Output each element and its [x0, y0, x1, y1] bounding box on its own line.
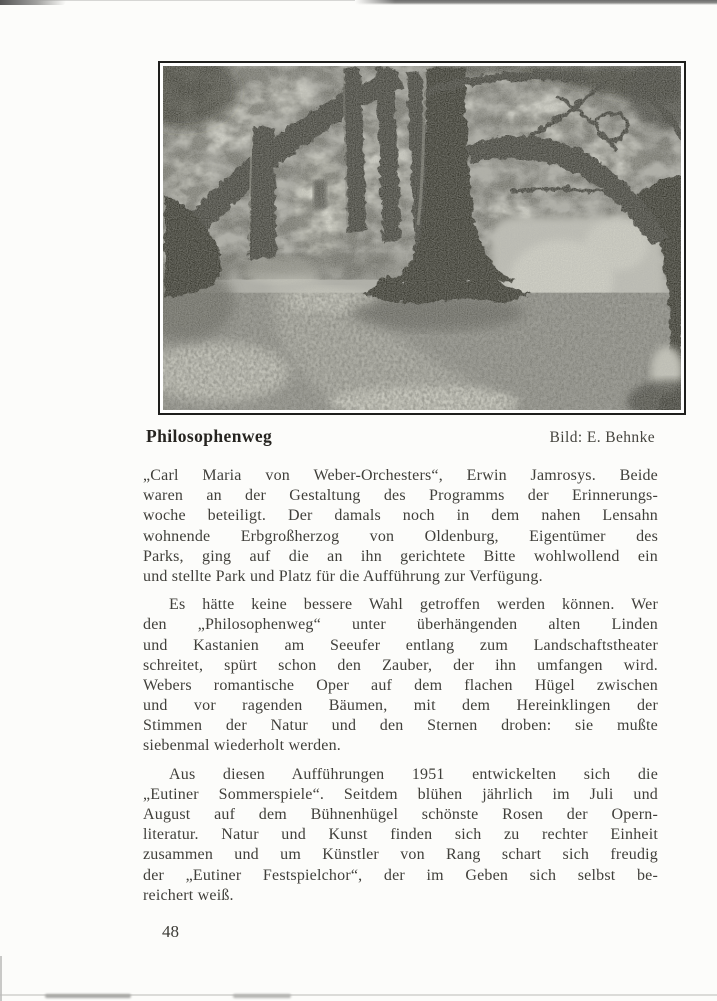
text-line: und vor ragenden Bäumen, mit dem Hereinklingen der [143, 697, 658, 715]
text-line: literatur. Natur und Kunst finden sich zu rechter Einheit [143, 826, 658, 844]
text-line: der „Eutiner Festspielchor“, der im Geben sich selbst be- [143, 866, 658, 884]
text-line: Es hätte keine bessere Wahl getroffen werden können. Wer [169, 596, 658, 614]
paragraph [143, 466, 658, 587]
scan-edge-top-right [355, 0, 717, 5]
text-line: siebenmal wiederholt werden. [143, 737, 341, 755]
paragraph [143, 595, 658, 757]
text-line: zusammen und um Künstler von Rang schart sich freudig [143, 846, 658, 864]
text-line: Webers romantische Oper auf dem flachen Hügel zwischen [143, 676, 658, 694]
scan-edge-left [0, 956, 2, 1001]
text-line: „Eutiner Sommerspiele“. Seitdem blühen jährlich im Juli und [143, 785, 658, 803]
photo-caption-title: Philosophenweg [146, 426, 273, 446]
text-line: woche beteiligt. Der damals noch in dem nahen Lensahn [143, 507, 658, 525]
paragraph [143, 765, 658, 906]
scan-edge-top-left [0, 0, 66, 5]
philosophenweg-photo-art [163, 66, 681, 410]
philosophenweg-photo [158, 61, 686, 415]
scan-smudge [233, 994, 291, 998]
text-line: und stellte Park und Platz für die Aufführung zur Verfügung. [143, 567, 543, 585]
body-text [143, 466, 658, 906]
photo-credit: Bild: E. Behnke [549, 429, 655, 446]
text-line: August auf dem Bühnenhügel schönste Rosen der Opern- [143, 806, 658, 823]
text-line: Parks, ging auf die an ihn gerichtete Bitte wohlwollend ein [143, 547, 658, 565]
text-line: „Carl Maria von Weber-Orchesters“, Erwin Jamrosys. Beide [143, 467, 658, 484]
text-line: schreitet, spürt schon den Zauber, der ihn umfangen wird. [143, 656, 658, 674]
text-line: wohnende Erbgroßherzog von Oldenburg, Eigentümer des [143, 527, 658, 545]
text-line: reichert weiß. [143, 886, 234, 904]
photo-caption-row [146, 426, 655, 447]
page-number: 48 [162, 922, 179, 941]
text-line: waren an der Gestaltung des Programms der Erinnerungs- [143, 487, 658, 505]
scan-smudge [45, 994, 131, 998]
text-line: den „Philosophenweg“ unter überhängenden alten Linden [143, 616, 658, 634]
text-line: Stimmen der Natur und den Sternen droben: sie mußte [143, 717, 658, 735]
text-line: und Kastanien am Seeufer entlang zum Landschaftstheater [143, 636, 658, 654]
text-line: Aus diesen Aufführungen 1951 entwickelten sich die [169, 765, 658, 783]
film-grain-overlay [163, 66, 681, 410]
